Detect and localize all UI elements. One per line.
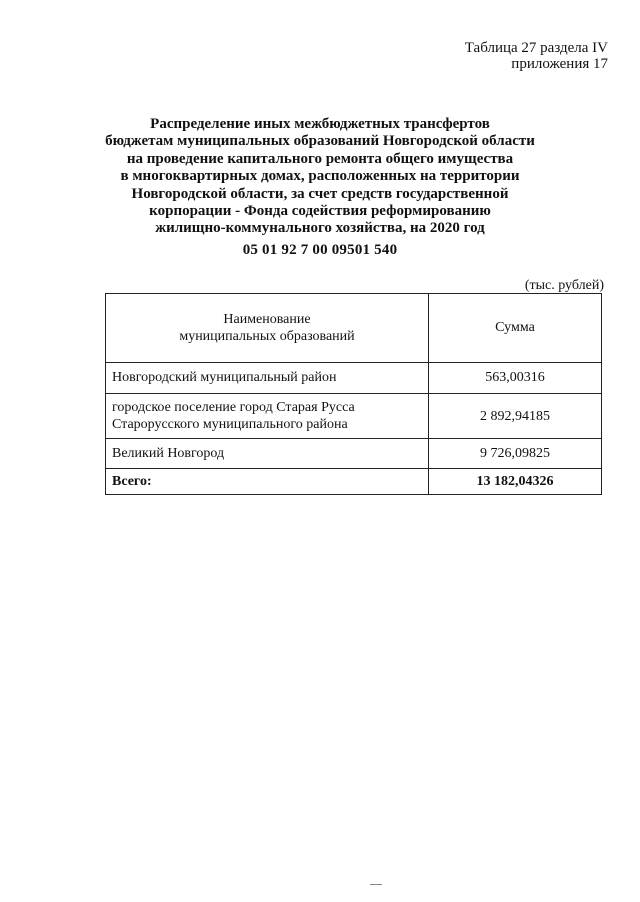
row-name-cell bbox=[106, 394, 429, 439]
header-sum-cell: Сумма bbox=[429, 294, 602, 363]
table-reference bbox=[465, 40, 608, 72]
title-line: Новгородской области, за счет средств государственной bbox=[131, 185, 509, 202]
total-label-cell: Всего: bbox=[106, 469, 429, 495]
table-reference-line1: Таблица 27 раздела IV bbox=[464, 40, 608, 56]
row-name-line2: Старорусского муниципального района bbox=[112, 417, 348, 432]
document-title bbox=[70, 116, 570, 238]
row-name-cell: Новгородский муниципальный район bbox=[106, 363, 429, 394]
scan-mark bbox=[370, 884, 382, 885]
table-row bbox=[106, 394, 602, 439]
title-line: жилищно-коммунального хозяйства, на 2020 год bbox=[155, 220, 485, 237]
header-name-line1: Наименование bbox=[223, 312, 311, 327]
row-name-cell: Великий Новгород bbox=[106, 439, 429, 469]
row-name-line1: городское поселение город Старая Русса bbox=[112, 400, 355, 415]
row-sum-cell: 563,00316 bbox=[429, 363, 602, 394]
title-line: на проведение капитального ремонта общего имущества bbox=[126, 150, 514, 167]
units-note: (тыс. рублей) bbox=[524, 278, 604, 293]
row-sum-cell: 9 726,09825 bbox=[429, 439, 602, 469]
header-name-line2: муниципальных образований bbox=[179, 329, 355, 344]
distribution-table bbox=[105, 293, 602, 495]
budget-classification-code: 05 01 92 7 00 09501 540 bbox=[242, 242, 398, 258]
table-reference-line2: приложения 17 bbox=[511, 56, 608, 72]
title-line: Распределение иных межбюджетных трансфертов bbox=[150, 116, 490, 132]
header-name-cell bbox=[106, 294, 429, 363]
title-line: в многоквартирных домах, расположенных на территории bbox=[120, 168, 520, 185]
table-header-row bbox=[106, 294, 602, 363]
total-sum-cell: 13 182,04326 bbox=[429, 469, 602, 495]
title-line: бюджетам муниципальных образований Новгородской области bbox=[105, 133, 535, 150]
table-row bbox=[106, 363, 602, 394]
table-row bbox=[106, 439, 602, 469]
row-sum-cell: 2 892,94185 bbox=[429, 394, 602, 439]
title-line: корпорации - Фонда содействия реформированию bbox=[149, 203, 491, 220]
table-total-row bbox=[106, 469, 602, 495]
